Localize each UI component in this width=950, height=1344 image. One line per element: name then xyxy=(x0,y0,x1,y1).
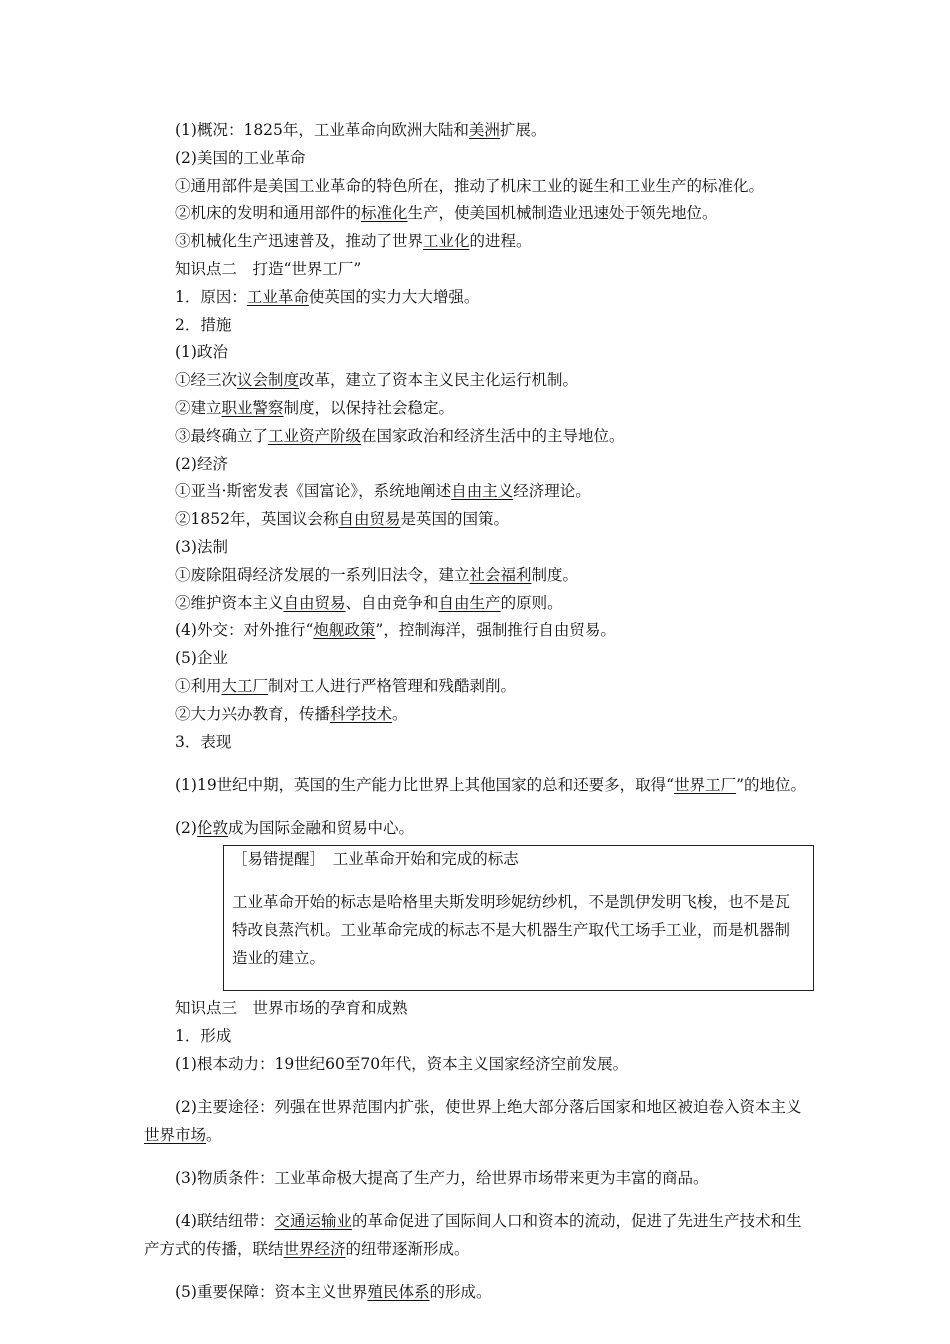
text-line: ③机械化生产迅速普及，推动了世界工业化的进程。 xyxy=(175,232,532,251)
text-paragraph: (1)19世纪中期，英国的生产能力比世界上其他国家的总和还要多，取得“世界工厂”的地位。 xyxy=(175,775,807,794)
answer-underline: 殖民体系 xyxy=(367,1283,430,1302)
text-paragraph: (2)主要途径：列强在世界范围内扩张，使世界上绝大部分落后国家和地区被迫卷入资本主义世界市场。 xyxy=(144,1098,802,1144)
tip-box-text: 工业革命开始的标志是哈格里夫斯发明珍妮纺纱机，不是凯伊发明飞梭，也不是瓦特改良蒸汽机。工业革命完成的标志不是大机器生产取代工场手工业，而是机器制造业的建立。 xyxy=(232,893,791,967)
text-line: ②1852年，英国议会称自由贸易是英国的国策。 xyxy=(175,510,509,529)
sub-heading: (2)美国的工业革命 xyxy=(175,148,306,167)
section-heading: 知识点二 打造“世界工厂” xyxy=(175,259,362,278)
sub-heading: 3．表现 xyxy=(175,732,232,751)
text-line: ③最终确立了工业资产阶级在国家政治和经济生活中的主导地位。 xyxy=(175,426,625,445)
document-body xyxy=(144,117,816,1307)
answer-underline: 工业革命 xyxy=(246,287,309,306)
text-line: ②维护资本主义自由贸易、自由竞争和自由生产的原则。 xyxy=(175,593,563,612)
sub-heading: 2．措施 xyxy=(175,315,232,334)
tip-box-title: ［易错提醒］ 工业革命开始和完成的标志 xyxy=(232,849,519,868)
text-line: (4)外交：对外推行“炮舰政策”，控制海洋，强制推行自由贸易。 xyxy=(175,621,616,640)
answer-underline: 社会福利 xyxy=(469,565,532,584)
text-line: (1)概况：1825年，工业革命向欧洲大陆和美洲扩展。 xyxy=(175,121,547,139)
text-line: ②建立职业警察制度，以保持社会稳定。 xyxy=(175,398,455,417)
answer-underline: 世界市场 xyxy=(144,1125,207,1144)
text-line: ①经三次议会制度改革，建立了资本主义民主化运行机制。 xyxy=(175,371,579,390)
sub-heading: (1)政治 xyxy=(175,343,228,362)
answer-underline: 世界工厂 xyxy=(674,775,737,794)
text-line: (5)重要保障：资本主义世界殖民体系的形成。 xyxy=(175,1283,492,1302)
text-line: 1．原因：工业革命使英国的实力大大增强。 xyxy=(175,287,480,306)
text-line: ②大力兴办教育，传播科学技术。 xyxy=(175,704,408,723)
text-paragraph: (4)联结纽带：交通运输业的革命促进了国际间人口和资本的流动，促进了先进生产技术和生产方式的传播，联结世界经济的纽带逐渐形成。 xyxy=(144,1212,802,1259)
answer-underline: 自由贸易 xyxy=(283,593,346,612)
answer-underline: 伦敦 xyxy=(196,819,228,838)
text-line: (3)物质条件：工业革命极大提高了生产力，给世界市场带来更为丰富的商品。 xyxy=(175,1169,709,1188)
section-heading: 知识点三 世界市场的孕育和成熟 xyxy=(175,999,408,1018)
answer-underline: 交通运输业 xyxy=(274,1212,352,1231)
sub-heading: 1．形成 xyxy=(175,1026,232,1045)
answer-underline: 职业警察 xyxy=(221,398,284,417)
answer-underline: 世界经济 xyxy=(283,1240,346,1259)
answer-underline: 工业资产阶级 xyxy=(268,426,362,445)
answer-underline: 自由主义 xyxy=(451,482,514,501)
answer-underline: 自由贸易 xyxy=(338,510,401,529)
text-line: ①亚当·斯密发表《国富论》，系统地阐述自由主义经济理论。 xyxy=(175,482,591,501)
answer-underline: 议会制度 xyxy=(237,371,300,390)
text-line: ①利用大工厂制对工人进行严格管理和残酷剥削。 xyxy=(175,676,517,695)
sub-heading: (2)经济 xyxy=(175,454,228,473)
answer-underline: 科学技术 xyxy=(330,704,393,723)
error-prone-tip-box xyxy=(223,845,814,991)
answer-underline: 美洲 xyxy=(468,121,500,139)
text-line: (1)根本动力：19世纪60至70年代，资本主义国家经济空前发展。 xyxy=(175,1054,629,1073)
answer-underline: 自由生产 xyxy=(438,593,501,612)
answer-underline: 大工厂 xyxy=(221,676,269,695)
text-line: ①通用部件是美国工业革命的特色所在，推动了机床工业的诞生和工业生产的标准化。 xyxy=(175,176,765,195)
sub-heading: (3)法制 xyxy=(175,537,228,556)
answer-underline: 炮舰政策 xyxy=(313,621,376,640)
sub-heading: (5)企业 xyxy=(175,649,228,668)
text-line: ①废除阻碍经济发展的一系列旧法令，建立社会福利制度。 xyxy=(175,565,579,584)
answer-underline: 标准化 xyxy=(361,204,408,223)
text-line: ②机床的发明和通用部件的标准化生产，使美国机械制造业迅速处于领先地位。 xyxy=(175,204,718,223)
text-line: (2)伦敦成为国际金融和贸易中心。 xyxy=(175,819,414,838)
answer-underline: 工业化 xyxy=(423,232,470,251)
